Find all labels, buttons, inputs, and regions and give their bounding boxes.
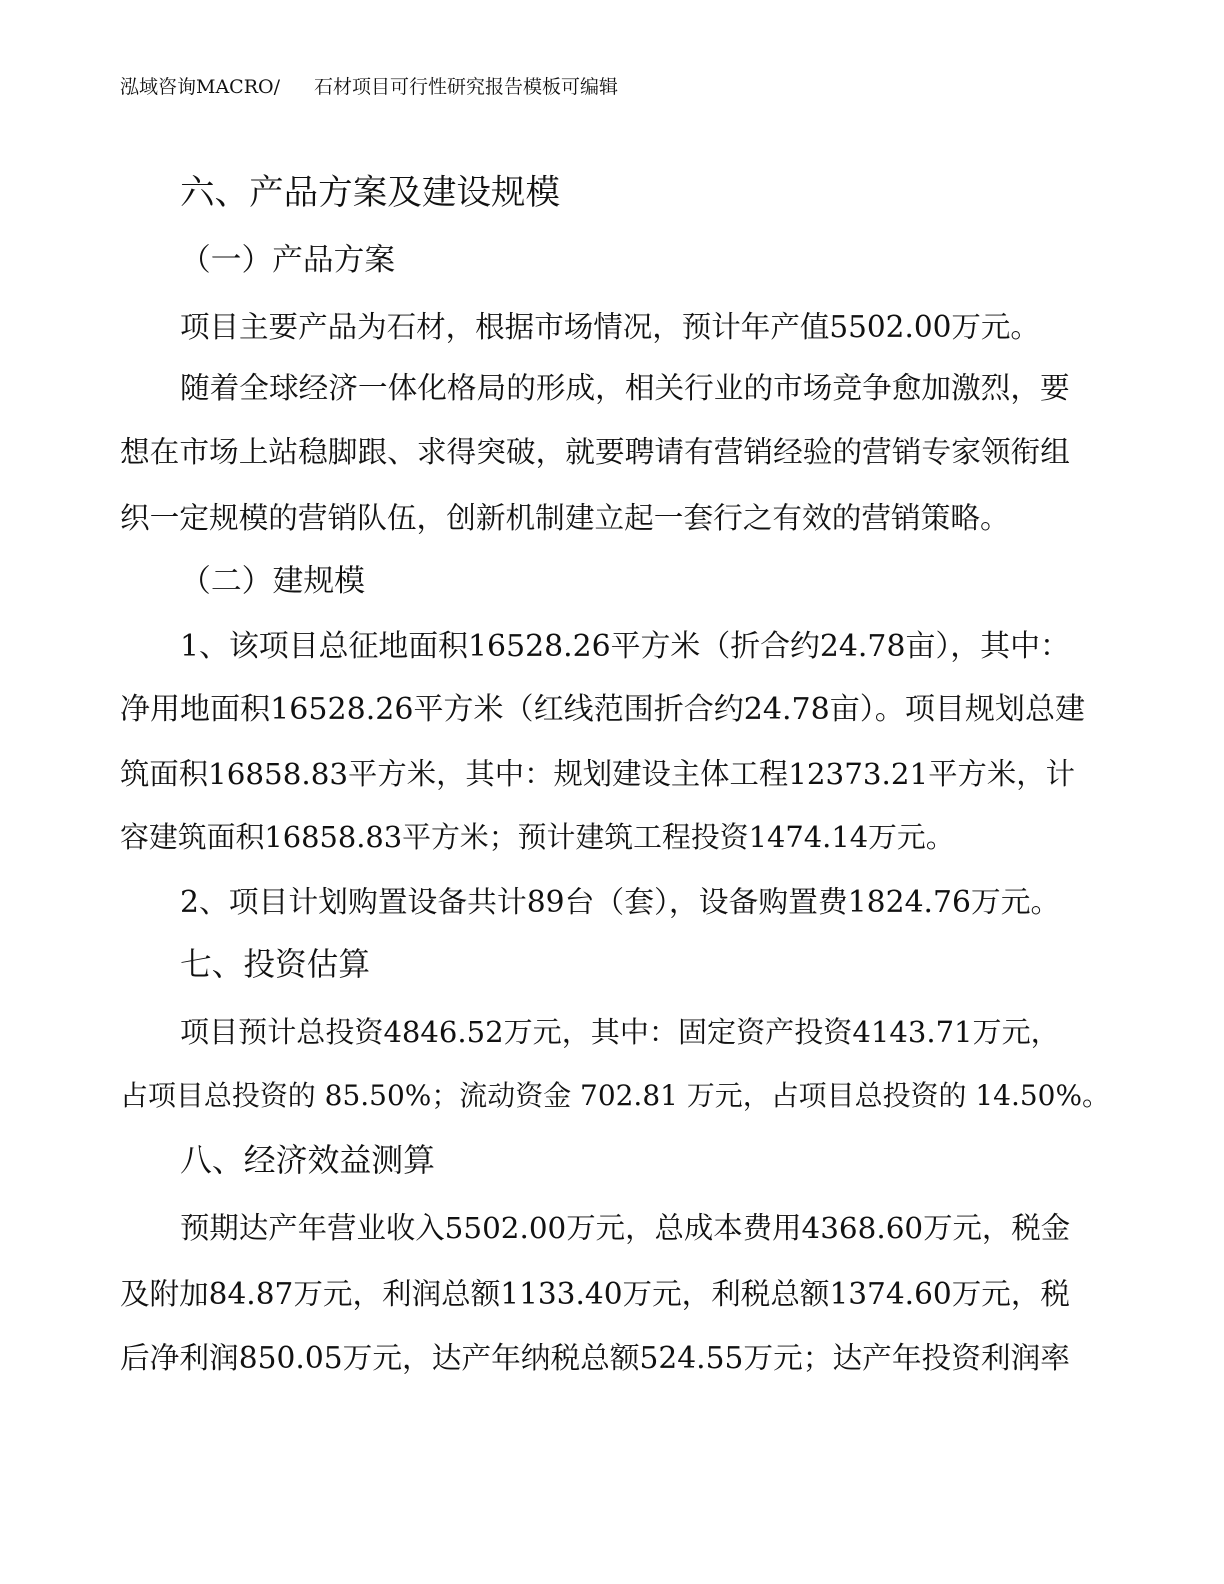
paragraph-line: 想在市场上站稳脚跟、求得突破，就要聘请有营销经验的营销专家领衔组 <box>120 435 1070 470</box>
paragraph-line: 及附加84.87万元，利润总额1133.40万元，利税总额1374.60万元，税 <box>120 1277 1070 1311</box>
paragraph-line: 容建筑面积16858.83平方米；预计建筑工程投资1474.14万元。 <box>120 820 955 854</box>
paragraph-line: 1、该项目总征地面积16528.26平方米（折合约24.78亩），其中： <box>180 629 1070 664</box>
paragraph-line: 预期达产年营业收入5502.00万元，总成本费用4368.60万元，税金 <box>180 1211 1071 1245</box>
header-doc-title: 石材项目可行性研究报告模板可编辑 <box>314 76 619 98</box>
subsection-heading-1: （一）产品方案 <box>180 242 396 278</box>
paragraph-line: 净用地面积16528.26平方米（红线范围折合约24.78亩）。项目规划总建 <box>120 692 1086 727</box>
header-company: 泓域咨询MACRO/ <box>120 76 280 98</box>
page-header <box>120 72 618 99</box>
section-heading-8: 八、经济效益测算 <box>180 1141 435 1179</box>
paragraph-line: 2、项目计划购置设备共计89台（套），设备购置费1824.76万元。 <box>180 885 1061 920</box>
paragraph-line: 占项目总投资的 85.50%；流动资金 702.81 万元，占项目总投资的 14.50%。 <box>120 1079 1110 1112</box>
section-heading-6: 六、产品方案及建设规模 <box>180 173 561 213</box>
subsection-heading-2: （二）建规模 <box>180 563 365 599</box>
section-heading-7: 七、投资估算 <box>180 947 371 983</box>
paragraph-line: 筑面积16858.83平方米，其中：规划建设主体工程12373.21平方米，计 <box>120 757 1075 791</box>
paragraph-line: 项目主要产品为石材，根据市场情况，预计年产值5502.00万元。 <box>180 310 1040 344</box>
paragraph-line: 项目预计总投资4846.52万元，其中：固定资产投资4143.71万元， <box>180 1015 1060 1049</box>
paragraph-line: 随着全球经济一体化格局的形成，相关行业的市场竞争愈加激烈，要 <box>180 370 1070 405</box>
paragraph-line: 织一定规模的营销队伍，创新机制建立起一套行之有效的营销策略。 <box>120 500 1010 535</box>
paragraph-line: 后净利润850.05万元，达产年纳税总额524.55万元；达产年投资利润率 <box>120 1341 1070 1376</box>
